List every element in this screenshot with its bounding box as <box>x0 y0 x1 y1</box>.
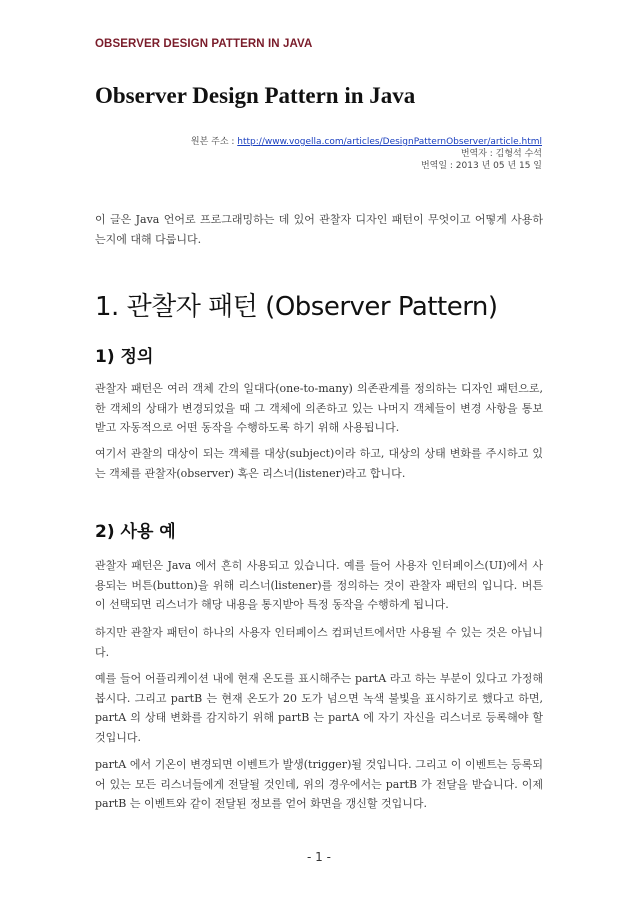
subsection-heading-usage: 2) 사용 예 <box>95 522 176 542</box>
usage-paragraph-4: partA 에서 기온이 변경되면 이벤트가 발생(trigger)될 것입니다. 그리고 이 이벤트는 등록되어 있는 모든 리스너들에게 전달될 것인데, 위의 경우에서는 partB 가 전달을 받습니다. 이제 partB 는 이벤트와 같이 전달된 정보를 얻어 화면을 갱신할 것입니다. <box>95 758 543 810</box>
section-heading: 1. 관찰자 패턴 (Observer Pattern) <box>95 292 498 322</box>
definition-paragraph-2: 여기서 관찰의 대상이 되는 객체를 대상(subject)이라 하고, 대상의 상태 변화를 주시하고 있는 객체를 관찰자(observer) 혹은 리스너(listener)라고 합니다. <box>95 447 543 480</box>
subsection-heading-definition: 1) 정의 <box>95 347 154 367</box>
definition-paragraph-1: 관찰자 패턴은 여러 객체 간의 일대다(one-to-many) 의존관계를 정의하는 디자인 패턴으로, 한 객체의 상태가 변경되었을 때 그 객체에 의존하고 있는 나머지 객체들이 변경 사항을 통보받고 자동적으로 어떤 동작을 수행하도록 하기 위해 사용됩니다. <box>95 382 543 434</box>
source-label: 원본 주소 : <box>190 137 238 147</box>
document-title: Observer Design Pattern in Java <box>95 83 416 108</box>
date-line: 번역일 : 2013 년 05 년 15 일 <box>420 161 542 171</box>
page-number: - 1 - <box>307 850 331 864</box>
usage-paragraph-2: 하지만 관찰자 패턴이 하나의 사용자 인터페이스 컴퍼넌트에서만 사용될 수 있는 것은 아닙니다. <box>95 626 543 659</box>
intro-paragraph: 이 글은 Java 언어로 프로그래밍하는 데 있어 관찰자 디자인 패턴이 무엇이고 어떻게 사용하는지에 대해 다룹니다. <box>95 213 543 246</box>
source-link[interactable]: http://www.vogella.com/articles/DesignPatternObserver/article.html <box>237 137 542 147</box>
translator-line: 번역자 : 김형석 수석 <box>460 149 542 159</box>
usage-paragraph-1: 관찰자 패턴은 Java 에서 흔히 사용되고 있습니다. 예를 들어 사용자 인터페이스(UI)에서 사용되는 버튼(button)을 위해 리스너(listener)를 정의하는 것이 관찰자 패턴의 입니다. 버튼이 선택되면 리스너가 해당 내용을 통지받아 특정 동작을 수행하게 됩니다. <box>95 559 543 611</box>
running-header: OBSERVER DESIGN PATTERN IN JAVA <box>95 38 313 50</box>
usage-paragraph-3: 예를 들어 어플리케이션 내에 현재 온도를 표시해주는 partA 라고 하는 부분이 있다고 가정해봅시다. 그리고 partB 는 현재 온도가 20 도가 넘으면 녹색 불빛을 표시하기로 했다고 하면, partA 의 상태 변화를 감지하기 위해 partB 는 partA 에 자기 자신을 리스너로 등록해야 할 것입니다. <box>95 672 543 744</box>
